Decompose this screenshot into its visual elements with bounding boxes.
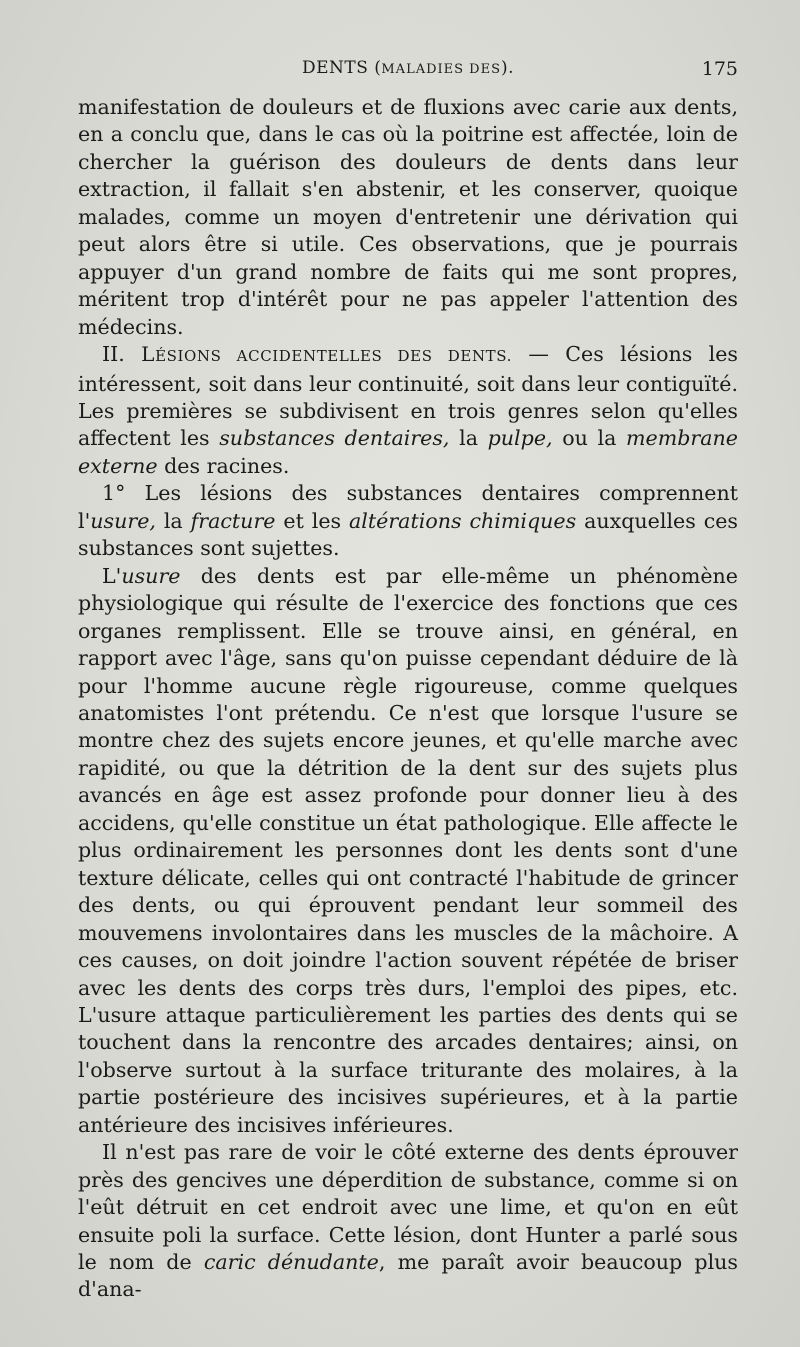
term-usure-2: usure: [121, 563, 181, 588]
section-heading-rest: ÉSIONS ACCIDENTELLES DES DENTS.: [155, 347, 512, 366]
paragraph-5-text-a: Il n'est pas rare de voir le côté externe des dents éprouver près des gencives une déperdition de substance, comme si on l'eût détruit en cet endroit avec une lime, et qu'on en eût ensuite poli la surface. Cette lésion, dont Hunter a parlé sous le nom de: [78, 1140, 738, 1275]
paragraph-3-text-d: auxquelles ces substances sont sujettes.: [78, 508, 738, 561]
paragraph-1: manifestation de douleurs et de fluxions avec carie aux dents, en a conclu que, dans le cas où la poitrine est affectée, loin de chercher la guérison des douleurs de dents dans leur extraction, il fallait s'en abstenir, et les conserver, quoique malades, comme un moyen d'entretenir une dérivation qui peut alors être si utile. Ces observations, que je pourrais appuyer d'un grand nombre de faits qui me sont propres, méritent trop d'intérêt pour ne pas appeler l'attention des médecins.: [78, 95, 738, 339]
page-header: [78, 58, 738, 88]
paragraph-2-text-b: la: [449, 426, 488, 451]
body-text: [78, 94, 738, 1304]
term-fracture: fracture: [190, 508, 276, 533]
paragraph-3: [78, 480, 738, 562]
paragraph-3-text-a: 1° Les lésions des substances dentaires comprennent l': [78, 481, 738, 533]
paragraph-2-text-a: — Ces lésions les intéressent, soit dans leur continuité, soit dans leur contiguïté. Les premières se subdivisent en trois genres selon qu'elles affectent les: [78, 342, 738, 451]
term-substances-dentaires: substances dentaires,: [219, 426, 450, 451]
paragraph-3-text-b: la: [155, 508, 191, 533]
term-pulpe: pulpe,: [487, 426, 553, 451]
running-title-end: ).: [501, 58, 515, 78]
term-usure: usure,: [90, 508, 156, 533]
paragraph-5: [78, 1139, 738, 1304]
paragraph-3-text-c: et les: [275, 508, 350, 533]
section-number: II.: [102, 342, 142, 367]
paragraph-4-text-b: des dents est par elle-même un phénomène physiologique qui résulte de l'exercice des fonctions que ces organes remplissent. Elle se trouve ainsi, en général, en rapport avec l'âge, sans qu'on puisse cependant déduire de là pour l'homme aucune règle rigoureuse, comme quelques anatomistes l'ont prétendu. Ce n'est que lorsque l'usure se montre chez des sujets encore jeunes, et qu'elle marche avec rapidité, ou que la détrition de la dent sur des sujets plus avancés en âge est assez profonde pour donner lieu à des accidens, qu'elle constitue un état pathologique. Elle affecte le plus ordinairement les personnes dont les dents sont d'une texture délicate, celles qui ont contracté l'habitude de grincer des dents, ou qui éprouvent pendant leur sommeil des mouvemens involontaires dans les muscles de la mâchoire. A ces causes, on doit joindre l'action souvent répétée de briser avec les dents des corps très durs, l'emploi des pipes, etc. L'usure attaque particulièrement les parties des dents qui se touchent dans la rencontre des arcades dentaires; ainsi, on l'observe surtout à la surface triturante des molaires, à la partie postérieure des incisives supérieures, et à la partie antérieure des incisives inférieures.: [78, 563, 738, 1137]
paragraph-4: [78, 563, 738, 1140]
section-heading-initial: L: [141, 342, 156, 367]
term-alterations-chimiques: altérations chimiques: [349, 508, 577, 533]
paragraph-2-text-c: ou la: [552, 426, 626, 451]
section-heading: [141, 342, 512, 367]
paragraph-5-text-b: , me paraît avoir beaucoup plus d'ana-: [78, 1250, 739, 1302]
term-caric-denudante: caric dénudante: [203, 1250, 379, 1275]
term-membrane-externe: membrane externe: [78, 426, 738, 478]
paragraph-2: [78, 341, 738, 480]
page-number: 175: [701, 58, 738, 80]
running-title: [78, 58, 738, 78]
running-title-smallcaps: MALADIES DES: [381, 62, 501, 77]
paragraph-2-text-d: des racines.: [157, 453, 290, 478]
running-title-start: DENTS (: [301, 58, 382, 78]
paragraph-4-text-a: L': [102, 563, 122, 588]
